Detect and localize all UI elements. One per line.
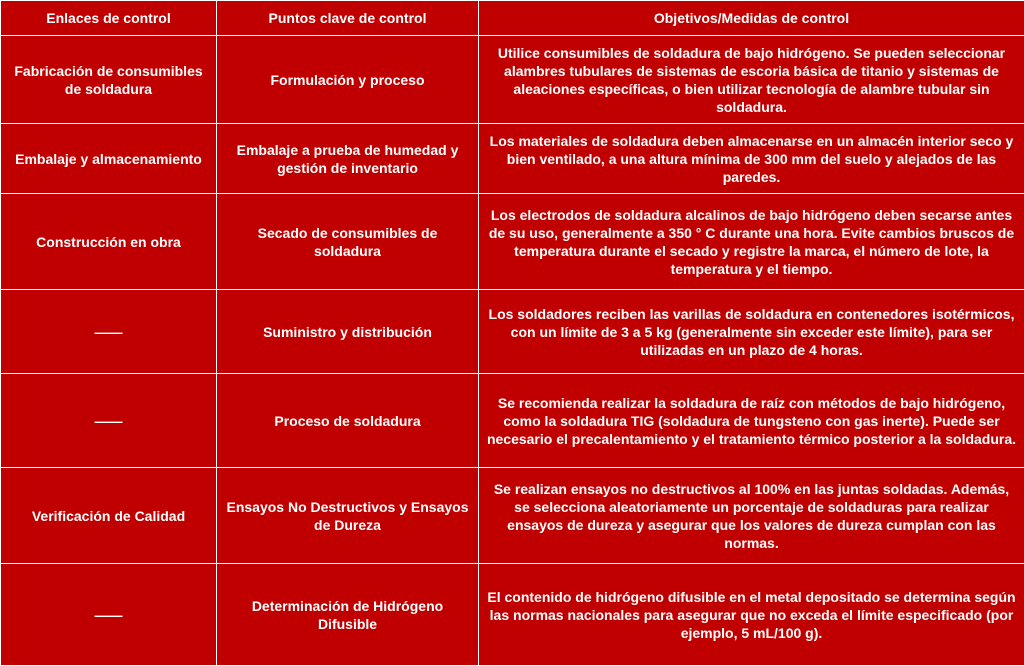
- cell-control-point: Embalaje a prueba de humedad y gestión de inventario: [217, 124, 479, 194]
- cell-control-objective: Los electrodos de soldadura alcalinos de bajo hidrógeno deben secarse antes de su uso, generalmente a 350 ° C durante una hora. Evite cambios bruscos de temperatura durante el secado y registre la marca, el número de lote, la temperatura y el tiempo.: [479, 194, 1024, 290]
- cell-control-objective: Utilice consumibles de soldadura de bajo hidrógeno. Se pueden seleccionar alambres tubulares de sistemas de escoria básica de titanio y sistemas de aleaciones específicas, o bien utilizar tecnología de alambre tubular sin soldadura.: [479, 36, 1024, 124]
- table-row: [1, 36, 1024, 124]
- table-row: [1, 564, 1024, 666]
- cell-control-point: Suministro y distribución: [217, 290, 479, 374]
- header-control-objectives: Objetivos/Medidas de control: [479, 1, 1024, 36]
- cell-control-link: ——: [1, 290, 217, 374]
- cell-control-objective: Los soldadores reciben las varillas de soldadura en contenedores isotérmicos, con un límite de 3 a 5 kg (generalmente sin exceder este límite), para ser utilizadas en un plazo de 4 horas.: [479, 290, 1024, 374]
- table-row: [1, 468, 1024, 564]
- table-header-row: [1, 1, 1024, 36]
- cell-control-link: Verificación de Calidad: [1, 468, 217, 564]
- cell-control-link: Embalaje y almacenamiento: [1, 124, 217, 194]
- cell-control-point: Formulación y proceso: [217, 36, 479, 124]
- cell-control-link: ——: [1, 374, 217, 468]
- table-row: [1, 124, 1024, 194]
- cell-control-objective: El contenido de hidrógeno difusible en el metal depositado se determina según las normas nacionales para asegurar que no exceda el límite especificado (por ejemplo, 5 mL/100 g).: [479, 564, 1024, 666]
- cell-control-link: ——: [1, 564, 217, 666]
- cell-control-objective: Los materiales de soldadura deben almacenarse en un almacén interior seco y bien ventilado, a una altura mínima de 300 mm del suelo y alejados de las paredes.: [479, 124, 1024, 194]
- cell-control-point: Determinación de Hidrógeno Difusible: [217, 564, 479, 666]
- header-key-control-points: Puntos clave de control: [217, 1, 479, 36]
- cell-control-link: Fabricación de consumibles de soldadura: [1, 36, 217, 124]
- header-control-links: Enlaces de control: [1, 1, 217, 36]
- cell-control-objective: Se realizan ensayos no destructivos al 100% en las juntas soldadas. Además, se selecciona aleatoriamente un porcentaje de soldaduras para realizar ensayos de dureza y asegurar que los valores de dureza cumplan con las normas.: [479, 468, 1024, 564]
- cell-control-point: Proceso de soldadura: [217, 374, 479, 468]
- cell-control-objective: Se recomienda realizar la soldadura de raíz con métodos de bajo hidrógeno, como la soldadura TIG (soldadura de tungsteno con gas inerte). Puede ser necesario el precalentamiento y el tratamiento térmico posterior a la soldadura.: [479, 374, 1024, 468]
- table-row: [1, 194, 1024, 290]
- cell-control-point: Ensayos No Destructivos y Ensayos de Dureza: [217, 468, 479, 564]
- table-row: [1, 290, 1024, 374]
- cell-control-point: Secado de consumibles de soldadura: [217, 194, 479, 290]
- table-row: [1, 374, 1024, 468]
- cell-control-link: Construcción en obra: [1, 194, 217, 290]
